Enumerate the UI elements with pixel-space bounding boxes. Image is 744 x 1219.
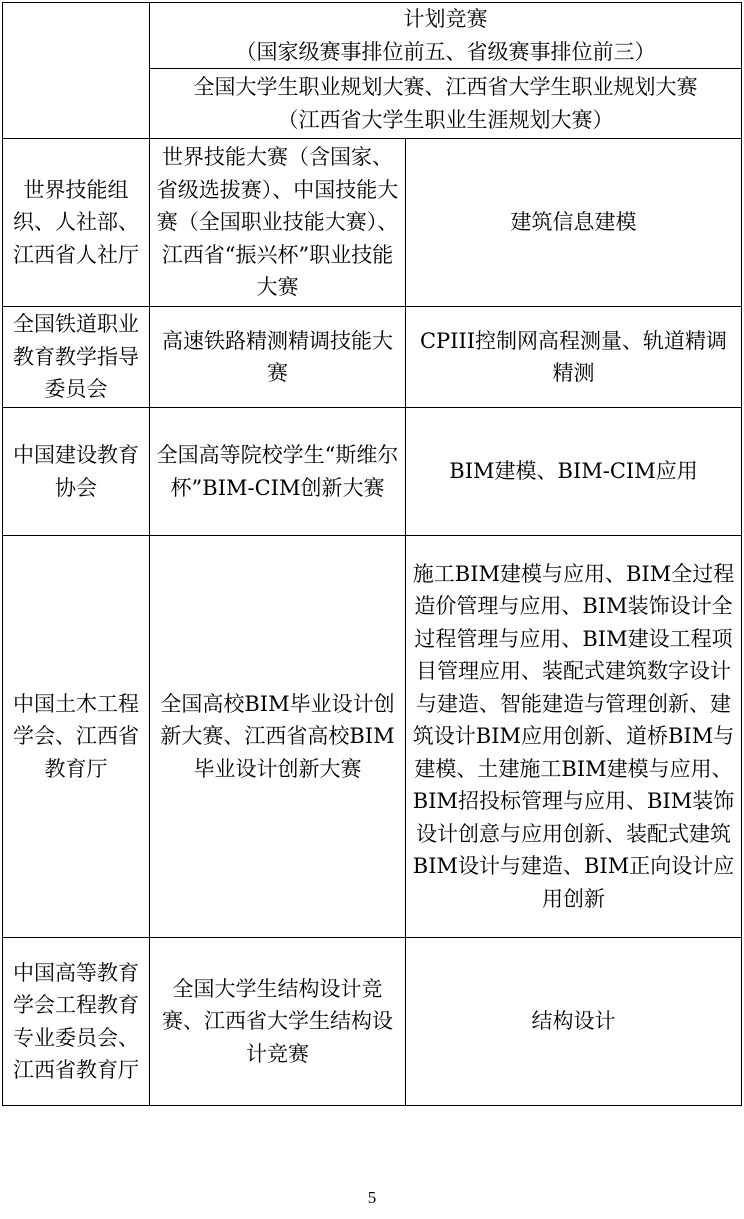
track-cell: 结构设计 [406, 938, 742, 1106]
competition-cell: 全国高校BIM毕业设计创新大赛、江西省高校BIM毕业设计创新大赛 [150, 536, 406, 938]
header-title: 计划竞赛 [403, 7, 488, 31]
competition-cell: 世界技能大赛（含国家、省级选拔赛）、中国技能大赛（全国职业技能大赛）、江西省“振兴杯”职业技能大赛 [150, 139, 406, 307]
track-cell: CPIII控制网高程测量、轨道精调精测 [406, 307, 742, 408]
table-row [3, 139, 742, 307]
organizer-cell: 全国铁道职业教育教学指导委员会 [3, 307, 150, 408]
table-row [3, 536, 742, 938]
track-cell: BIM建模、BIM-CIM应用 [406, 408, 742, 536]
competition-cell: 高速铁路精测精调技能大赛 [150, 307, 406, 408]
competition-cell: 全国大学生结构设计竞赛、江西省大学生结构设计竞赛 [150, 938, 406, 1106]
blank-corner-cell [3, 3, 150, 139]
track-cell: 施工BIM建模与应用、BIM全过程造价管理与应用、BIM装饰设计全过程管理与应用、BIM建设工程项目管理应用、装配式建筑数字设计与建造、智能建造与管理创新、建筑设计BIM应用创新、道桥BIM与建模、土建施工BIM建模与应用、BIM招投标管理与应用、BIM装饰设计创意与应用创新、装配式建筑BIM设计与建造、BIM正向设计应用创新 [406, 536, 742, 938]
header-cell [150, 3, 742, 69]
track-cell: 建筑信息建模 [406, 139, 742, 307]
organizer-cell: 中国建设教育协会 [3, 408, 150, 536]
table-row [3, 408, 742, 536]
header-note: （国家级赛事排位前五、省级赛事排位前三） [235, 39, 656, 64]
subheader-cell [150, 69, 742, 139]
competition-cell: 全国高等院校学生“斯维尔杯”BIM-CIM创新大赛 [150, 408, 406, 536]
table-row [3, 938, 742, 1106]
page-number: 5 [367, 1188, 377, 1207]
organizer-cell: 中国高等教育学会工程教育专业委员会、江西省教育厅 [3, 938, 150, 1106]
subheader-line-2: （江西省大学生职业生涯规划大赛） [277, 107, 614, 132]
table-row [3, 307, 742, 408]
competition-table [2, 2, 742, 1106]
table-header-row [3, 3, 742, 69]
organizer-cell: 世界技能组织、人社部、江西省人社厅 [3, 139, 150, 307]
subheader-line-1: 全国大学生职业规划大赛、江西省大学生职业规划大赛 [193, 75, 698, 99]
organizer-cell: 中国土木工程学会、江西省教育厅 [3, 536, 150, 938]
